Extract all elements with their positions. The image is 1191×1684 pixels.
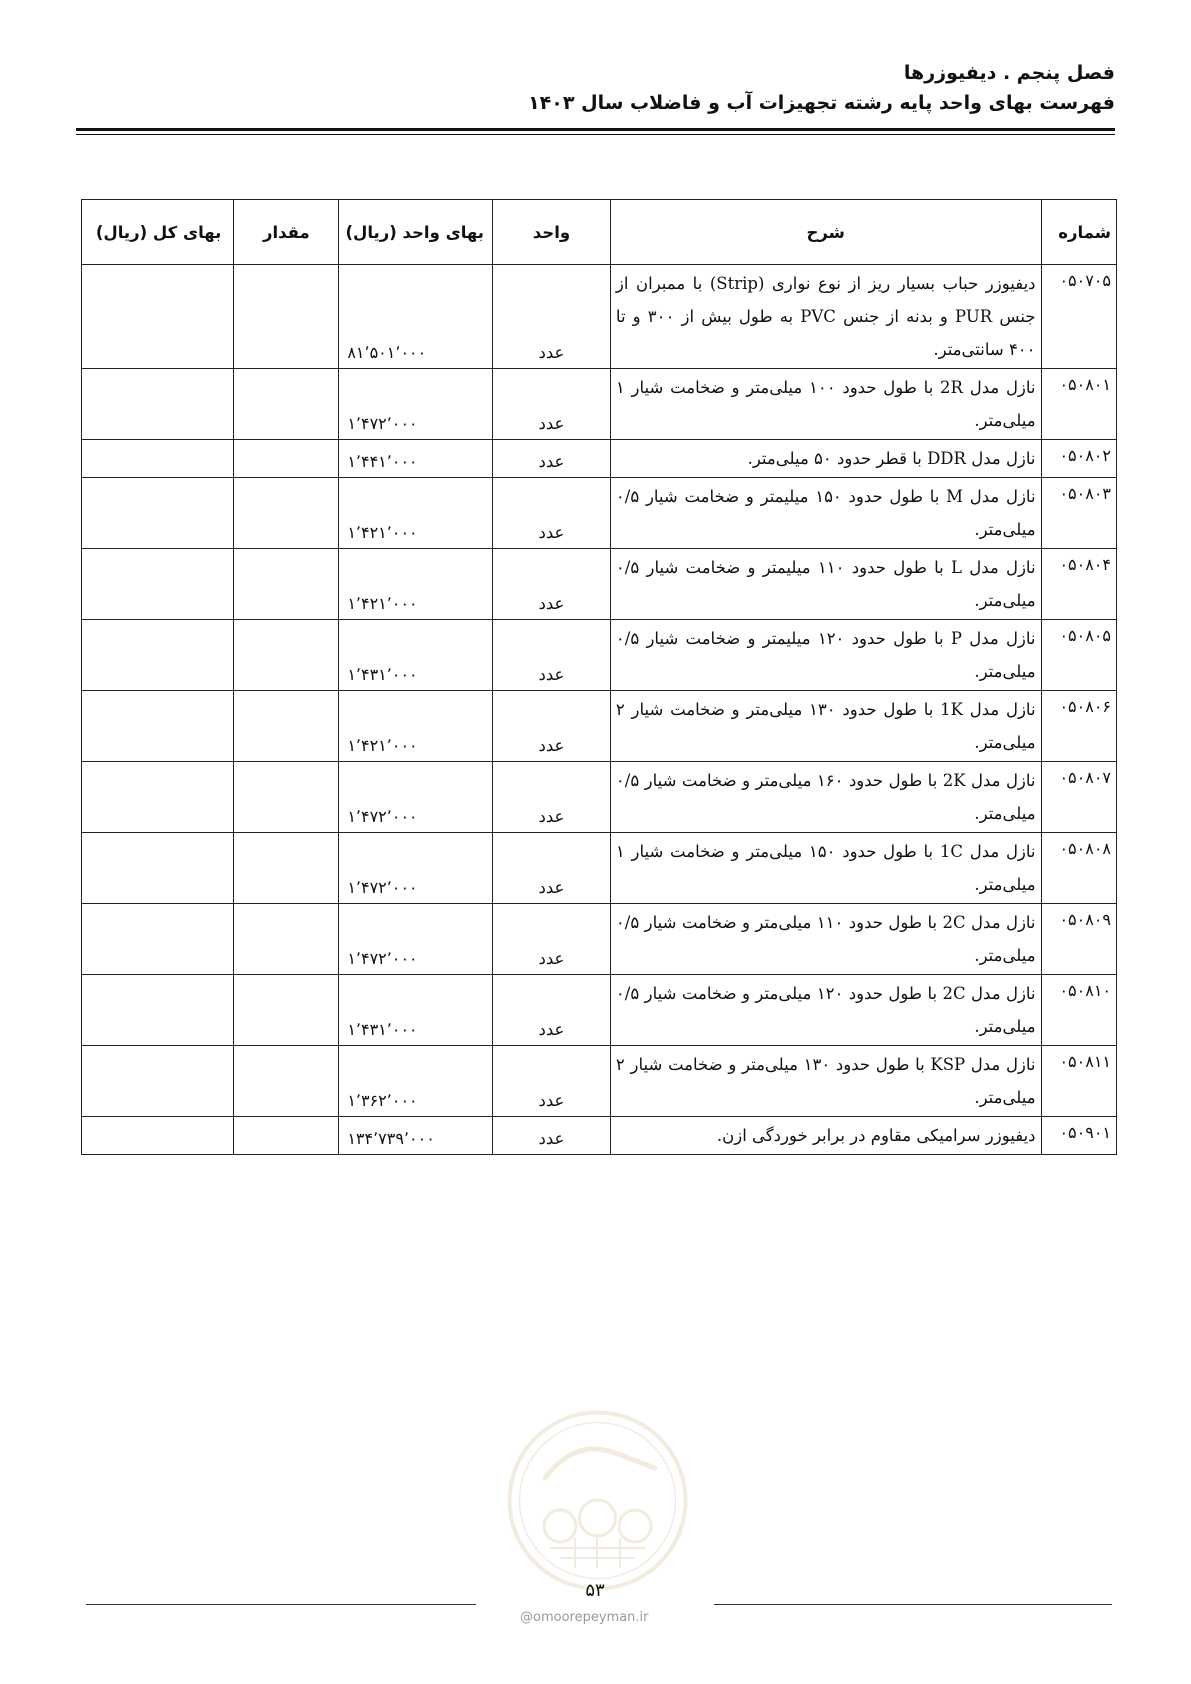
item-quantity[interactable] — [234, 1046, 339, 1117]
table-row — [82, 440, 1117, 478]
item-number: ۰۵۰۸۱۱ — [1041, 1046, 1116, 1117]
item-description: دیفیوزر سرامیکی مقاوم در برابر خوردگی ازن. — [610, 1117, 1041, 1155]
item-description: نازل مدل 2C با طول حدود ۱۲۰ میلی‌متر و ضخامت شیار ۰/۵ میلی‌متر. — [610, 975, 1041, 1046]
item-description: نازل مدل 2K با طول حدود ۱۶۰ میلی‌متر و ضخامت شیار ۰/۵ میلی‌متر. — [610, 762, 1041, 833]
price-list-title: فهرست بهای واحد پایه رشته تجهیزات آب و فاضلاب سال ۱۴۰۳ — [528, 92, 1115, 114]
table-row — [82, 762, 1117, 833]
item-quantity[interactable] — [234, 691, 339, 762]
item-total-price — [82, 440, 234, 478]
header-rule-thin — [76, 134, 1115, 135]
watermark-logo-icon — [505, 1408, 690, 1593]
item-total-price — [82, 369, 234, 440]
price-table — [81, 199, 1117, 1155]
item-total-price — [82, 691, 234, 762]
item-total-price — [82, 620, 234, 691]
item-quantity[interactable] — [234, 833, 339, 904]
item-description: نازل مدل 2R با طول حدود ۱۰۰ میلی‌متر و ضخامت شیار ۱ میلی‌متر. — [610, 369, 1041, 440]
item-quantity[interactable] — [234, 975, 339, 1046]
item-unit: عدد — [493, 478, 611, 549]
item-quantity[interactable] — [234, 265, 339, 369]
item-number: ۰۵۰۸۰۳ — [1041, 478, 1116, 549]
item-unit: عدد — [493, 762, 611, 833]
column-header-total-price: بهای کل (ریال) — [82, 200, 234, 265]
item-unit-price: ۱٬۴۲۱٬۰۰۰ — [339, 478, 493, 549]
item-quantity[interactable] — [234, 1117, 339, 1155]
item-unit-price: ۱٬۴۷۲٬۰۰۰ — [339, 762, 493, 833]
page-header — [76, 58, 1115, 118]
item-unit-price: ۱٬۴۴۱٬۰۰۰ — [339, 440, 493, 478]
item-description: دیفیوزر حباب بسیار ریز از نوع نواری (Strip) با ممبران از جنس PUR و بدنه از جنس PVC به طول بیش از ۳۰۰ و تا ۴۰۰ سانتی‌متر. — [610, 265, 1041, 369]
item-total-price — [82, 1046, 234, 1117]
item-unit: عدد — [493, 440, 611, 478]
item-description: نازل مدل DDR با قطر حدود ۵۰ میلی‌متر. — [610, 440, 1041, 478]
item-number: ۰۵۰۸۰۲ — [1041, 440, 1116, 478]
item-number: ۰۵۰۸۰۴ — [1041, 549, 1116, 620]
item-number: ۰۵۰۸۰۹ — [1041, 904, 1116, 975]
item-unit: عدد — [493, 1117, 611, 1155]
table-row — [82, 549, 1117, 620]
item-unit-price: ۱۳۴٬۷۳۹٬۰۰۰ — [339, 1117, 493, 1155]
table-row — [82, 265, 1117, 369]
item-number: ۰۵۰۹۰۱ — [1041, 1117, 1116, 1155]
item-total-price — [82, 1117, 234, 1155]
item-total-price — [82, 762, 234, 833]
table-row — [82, 369, 1117, 440]
item-total-price — [82, 478, 234, 549]
item-unit: عدد — [493, 904, 611, 975]
item-unit-price: ۸۱٬۵۰۱٬۰۰۰ — [339, 265, 493, 369]
item-number: ۰۵۰۸۰۶ — [1041, 691, 1116, 762]
item-unit: عدد — [493, 691, 611, 762]
item-description: نازل مدل 2C با طول حدود ۱۱۰ میلی‌متر و ضخامت شیار ۰/۵ میلی‌متر. — [610, 904, 1041, 975]
item-number: ۰۵۰۸۱۰ — [1041, 975, 1116, 1046]
footer-rule-right — [714, 1604, 1112, 1605]
column-header-description: شرح — [610, 200, 1041, 265]
item-unit-price: ۱٬۳۶۲٬۰۰۰ — [339, 1046, 493, 1117]
footer-rule-left — [86, 1604, 476, 1605]
item-description: نازل مدل 1C با طول حدود ۱۵۰ میلی‌متر و ضخامت شیار ۱ میلی‌متر. — [610, 833, 1041, 904]
table-row — [82, 620, 1117, 691]
item-quantity[interactable] — [234, 620, 339, 691]
table-row — [82, 975, 1117, 1046]
item-description: نازل مدل L با طول حدود ۱۱۰ میلیمتر و ضخامت شیار ۰/۵ میلی‌متر. — [610, 549, 1041, 620]
page-number: ۵۳ — [585, 1580, 605, 1601]
item-unit-price: ۱٬۴۷۲٬۰۰۰ — [339, 904, 493, 975]
table-row — [82, 904, 1117, 975]
item-unit-price: ۱٬۴۳۱٬۰۰۰ — [339, 620, 493, 691]
item-unit: عدد — [493, 265, 611, 369]
item-description: نازل مدل M با طول حدود ۱۵۰ میلیمتر و ضخامت شیار ۰/۵ میلی‌متر. — [610, 478, 1041, 549]
item-unit: عدد — [493, 369, 611, 440]
item-quantity[interactable] — [234, 369, 339, 440]
item-total-price — [82, 265, 234, 369]
item-description: نازل مدل 1K با طول حدود ۱۳۰ میلی‌متر و ضخامت شیار ۲ میلی‌متر. — [610, 691, 1041, 762]
item-unit: عدد — [493, 549, 611, 620]
item-unit: عدد — [493, 620, 611, 691]
item-unit-price: ۱٬۴۷۲٬۰۰۰ — [339, 369, 493, 440]
item-total-price — [82, 833, 234, 904]
item-unit-price: ۱٬۴۲۱٬۰۰۰ — [339, 691, 493, 762]
item-total-price — [82, 549, 234, 620]
column-header-number: شماره — [1041, 200, 1116, 265]
item-unit: عدد — [493, 1046, 611, 1117]
table-row — [82, 833, 1117, 904]
item-quantity[interactable] — [234, 440, 339, 478]
item-number: ۰۵۰۷۰۵ — [1041, 265, 1116, 369]
item-unit-price: ۱٬۴۲۱٬۰۰۰ — [339, 549, 493, 620]
item-unit: عدد — [493, 975, 611, 1046]
column-header-unit: واحد — [493, 200, 611, 265]
item-quantity[interactable] — [234, 904, 339, 975]
table-header-row — [82, 200, 1117, 265]
item-description: نازل مدل KSP با طول حدود ۱۳۰ میلی‌متر و ضخامت شیار ۲ میلی‌متر. — [610, 1046, 1041, 1117]
item-number: ۰۵۰۸۰۱ — [1041, 369, 1116, 440]
chapter-title: فصل پنجم . دیفیوزرها — [903, 62, 1115, 84]
header-rule — [76, 128, 1115, 131]
item-number: ۰۵۰۸۰۷ — [1041, 762, 1116, 833]
table-row — [82, 1117, 1117, 1155]
item-description: نازل مدل P با طول حدود ۱۲۰ میلیمتر و ضخامت شیار ۰/۵ میلی‌متر. — [610, 620, 1041, 691]
item-unit: عدد — [493, 833, 611, 904]
table-row — [82, 691, 1117, 762]
column-header-quantity: مقدار — [234, 200, 339, 265]
column-header-unit-price: بهای واحد (ریال) — [339, 200, 493, 265]
item-quantity[interactable] — [234, 549, 339, 620]
table-row — [82, 1046, 1117, 1117]
watermark-site: @omoorepeyman.ir — [520, 1610, 649, 1625]
item-number: ۰۵۰۸۰۸ — [1041, 833, 1116, 904]
table-body — [82, 265, 1117, 1155]
item-unit-price: ۱٬۴۳۱٬۰۰۰ — [339, 975, 493, 1046]
item-number: ۰۵۰۸۰۵ — [1041, 620, 1116, 691]
item-quantity[interactable] — [234, 478, 339, 549]
item-quantity[interactable] — [234, 762, 339, 833]
item-total-price — [82, 904, 234, 975]
item-unit-price: ۱٬۴۷۲٬۰۰۰ — [339, 833, 493, 904]
item-total-price — [82, 975, 234, 1046]
table-row — [82, 478, 1117, 549]
